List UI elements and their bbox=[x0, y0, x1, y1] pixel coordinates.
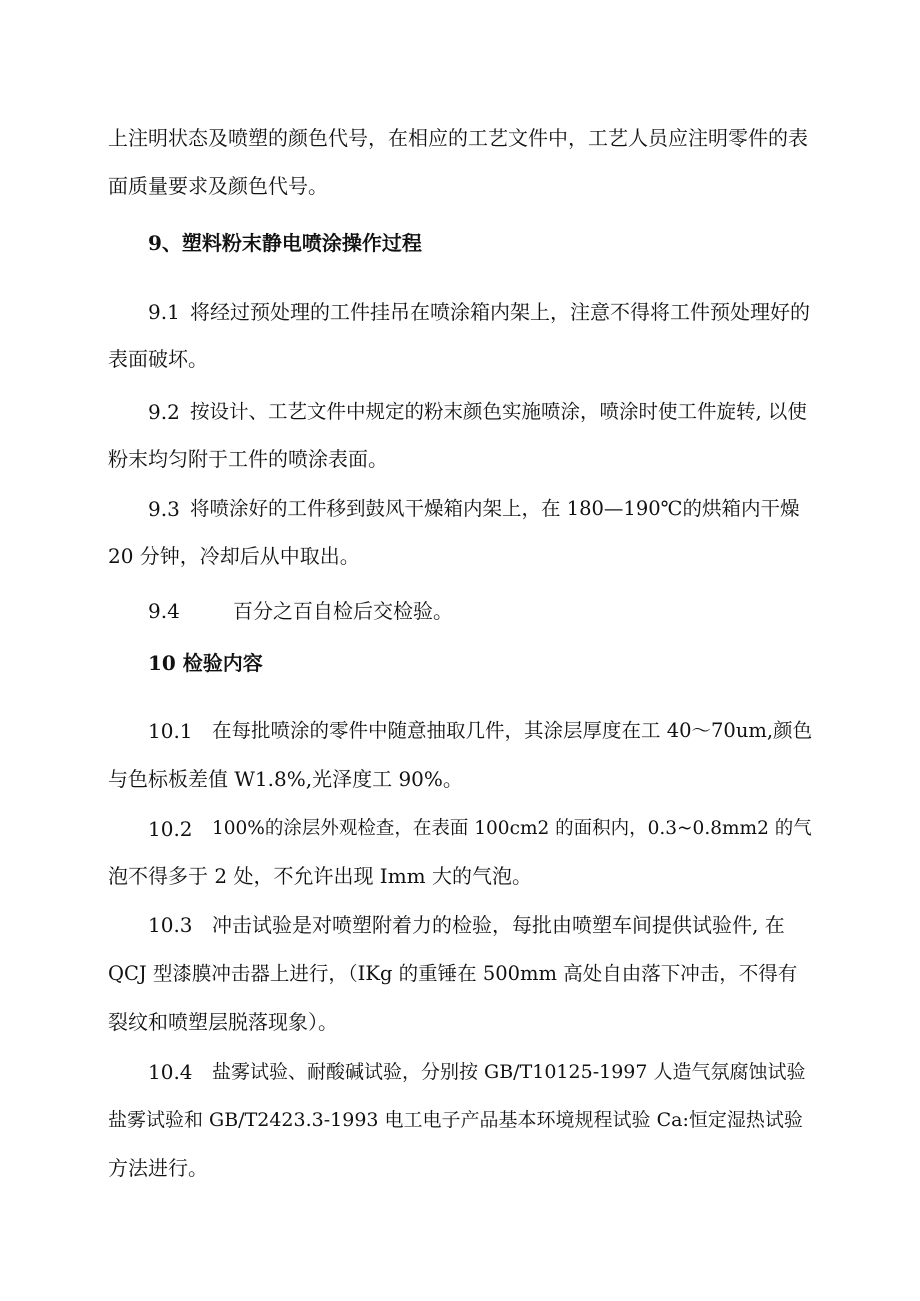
paragraph-line: 将喷涂好的工件移到鼓风干燥箱内架上，在 180—190℃的烘箱内干燥 bbox=[190, 497, 800, 520]
section-heading: 10 检验内容 bbox=[148, 651, 263, 675]
paragraph-line: 盐雾试验、耐酸碱试验，分别按 GB/T10125-1997 人造气氛腐蚀试验 bbox=[212, 1061, 806, 1083]
paragraph-line: 将经过预处理的工件挂吊在喷涂箱内架上，注意不得将工件预处理好的 bbox=[190, 300, 810, 324]
paragraph-line: 裂纹和喷塑层脱落现象）。 bbox=[108, 1010, 338, 1034]
clause-number: 10.2 bbox=[148, 817, 193, 841]
clause-number: 9.1 bbox=[148, 300, 180, 324]
paragraph-line: 按设计、工艺文件中规定的粉末颜色实施喷涂，喷涂时使工件旋转, 以使 bbox=[190, 400, 807, 423]
paragraph-line: 方法进行。 bbox=[108, 1156, 208, 1180]
paragraph-line: 在每批喷涂的零件中随意抽取几件，其涂层厚度在工 40～70um,颜色 bbox=[212, 719, 813, 742]
paragraph-line: QCJ 型漆膜冲击器上进行，（IKg 的重锤在 500mm 高处自由落下冲击，不得有 bbox=[108, 962, 798, 985]
paragraph-line: 面质量要求及颜色代号。 bbox=[108, 174, 328, 198]
paragraph-line: 与色标板差值 W1.8%,光泽度工 90%。 bbox=[108, 767, 463, 791]
clause-number: 10.1 bbox=[148, 719, 193, 743]
paragraph-line: 20 分钟，冷却后从中取出。 bbox=[108, 544, 360, 568]
paragraph-line: 泡不得多于 2 处，不允许出现 Imm 大的气泡。 bbox=[108, 864, 532, 888]
clause-number: 9.2 bbox=[148, 400, 180, 424]
paragraph-line: 表面破坏。 bbox=[108, 347, 208, 371]
clause-number: 9.3 bbox=[148, 497, 180, 521]
paragraph-line: 百分之百自检后交检验。 bbox=[233, 599, 453, 623]
clause-number: 10.3 bbox=[148, 913, 193, 937]
clause-number: 9.4 bbox=[148, 599, 180, 623]
section-heading: 9、塑料粉末静电喷涂操作过程 bbox=[148, 231, 422, 255]
paragraph-line: 上注明状态及喷塑的颜色代号，在相应的工艺文件中，工艺人员应注明零件的表 bbox=[108, 126, 808, 150]
paragraph-line: 盐雾试验和 GB/T2423.3-1993 电工电子产品基本环境规程试验 Ca:恒定湿热试验 bbox=[108, 1109, 803, 1131]
paragraph-line: 100%的涂层外观检查，在表面 100cm2 的面积内，0.3~0.8mm2 的气 bbox=[212, 818, 812, 839]
paragraph-line: 冲击试验是对喷塑附着力的检验，每批由喷塑车间提供试验件, 在 bbox=[212, 913, 785, 937]
paragraph-line: 粉末均匀附于工件的喷涂表面。 bbox=[108, 447, 388, 471]
clause-number: 10.4 bbox=[148, 1060, 193, 1084]
